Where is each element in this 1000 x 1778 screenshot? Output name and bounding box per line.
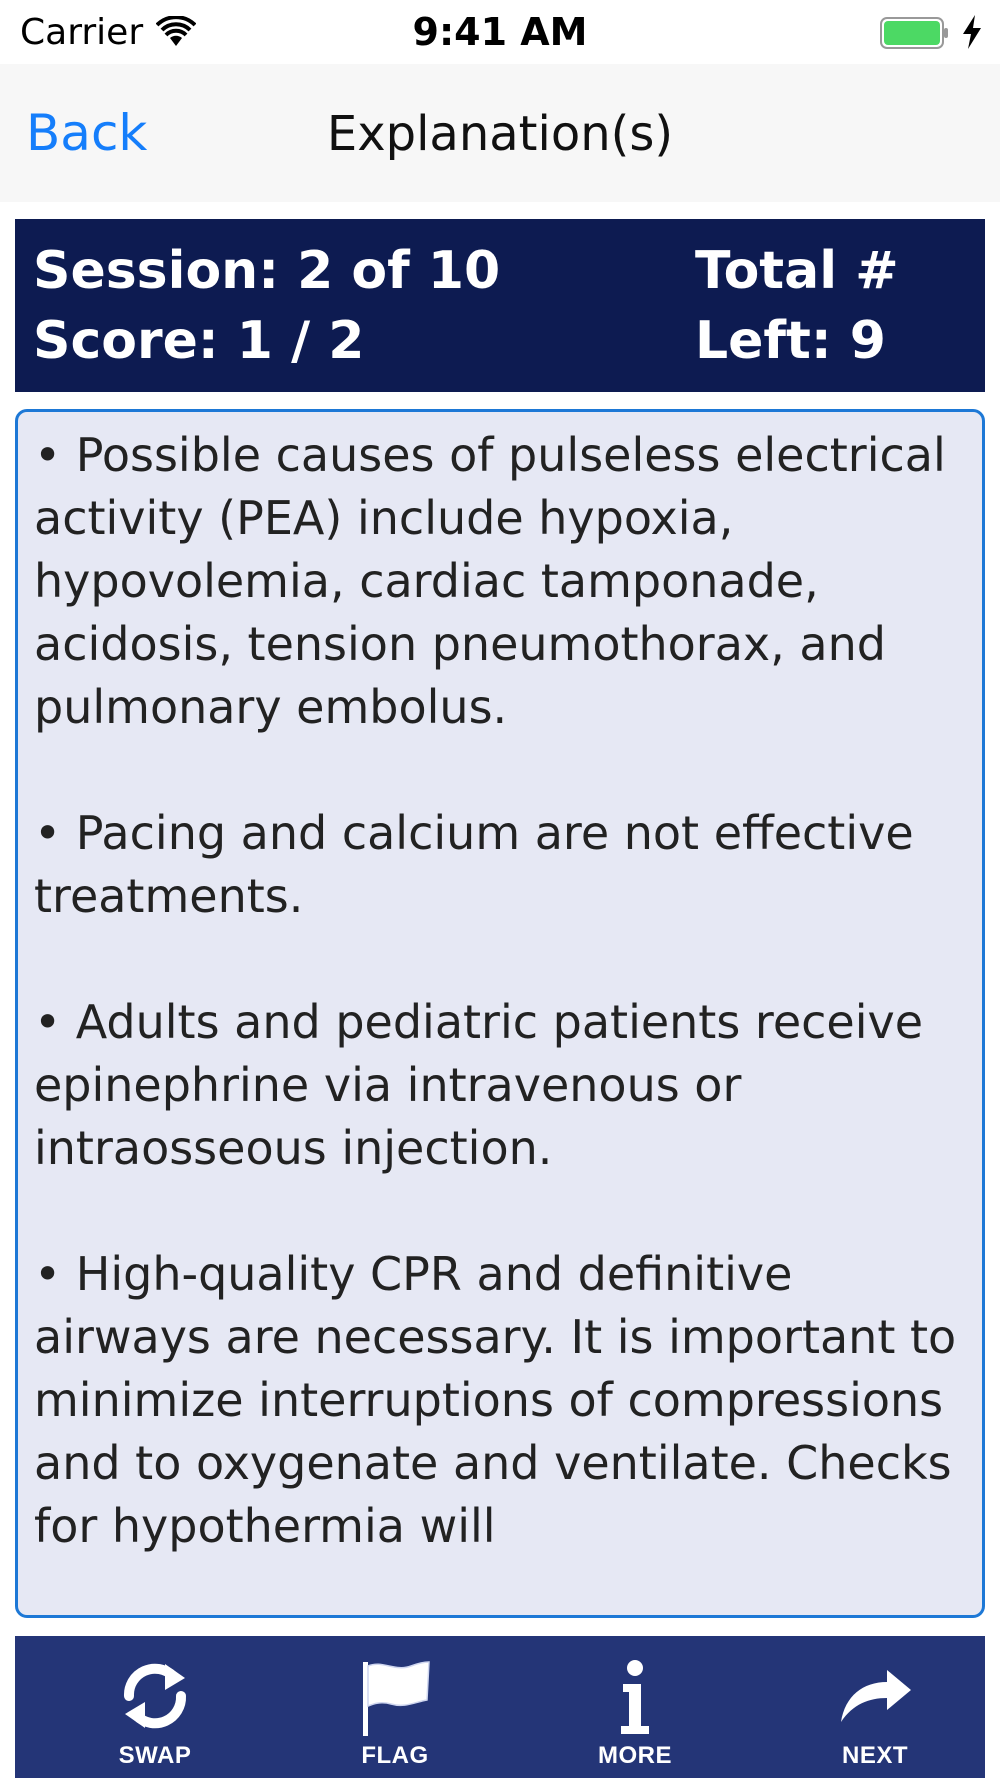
- flag-icon: [355, 1656, 435, 1736]
- explanation-panel[interactable]: [15, 409, 985, 1618]
- status-bar: [0, 0, 1000, 64]
- score-label: Score: 1 / 2: [33, 311, 365, 371]
- total-label: Total #: [695, 241, 899, 301]
- flag-label: FLAG: [361, 1742, 429, 1769]
- charging-bolt-icon: [960, 14, 984, 50]
- bottom-toolbar: [15, 1636, 985, 1778]
- questions-left-label: Left: 9: [695, 311, 886, 371]
- carrier-label: Carrier: [20, 12, 144, 53]
- explanation-paragraph: • Possible causes of pulseless electrical activity (PEA) include hypoxia, hypovolemia, cardiac tamponade, acidosis, tension pneumothorax, and pulmonary embolus.: [34, 428, 946, 734]
- navigation-bar: [0, 64, 1000, 202]
- flag-button[interactable]: [315, 1636, 475, 1778]
- next-button[interactable]: [795, 1636, 955, 1778]
- next-arrow-icon: [835, 1656, 915, 1736]
- score-panel: [15, 219, 985, 392]
- more-button[interactable]: [555, 1636, 715, 1778]
- explanation-paragraph: • High-quality CPR and definitive airways are necessary. It is important to minimize interruptions of compressions and to oxygenate and ventilate. Checks for hypothermia will: [34, 1247, 957, 1553]
- status-time: 9:41 AM: [412, 10, 588, 54]
- back-button[interactable]: Back: [26, 104, 148, 162]
- swap-icon: [115, 1656, 195, 1736]
- explanation-text: [34, 424, 974, 1618]
- swap-label: SWAP: [118, 1742, 192, 1769]
- explanation-paragraph: • Pacing and calcium are not effective treatments.: [34, 806, 914, 923]
- session-label: Session: 2 of 10: [33, 241, 501, 301]
- explanation-paragraph: • Adults and pediatric patients receive epinephrine via intravenous or intraosseous injection.: [34, 995, 924, 1175]
- more-label: MORE: [598, 1742, 672, 1769]
- next-label: NEXT: [841, 1742, 908, 1769]
- battery-icon: [880, 16, 950, 50]
- page-title: Explanation(s): [326, 106, 674, 162]
- swap-button[interactable]: [75, 1636, 235, 1778]
- info-icon: [595, 1656, 675, 1736]
